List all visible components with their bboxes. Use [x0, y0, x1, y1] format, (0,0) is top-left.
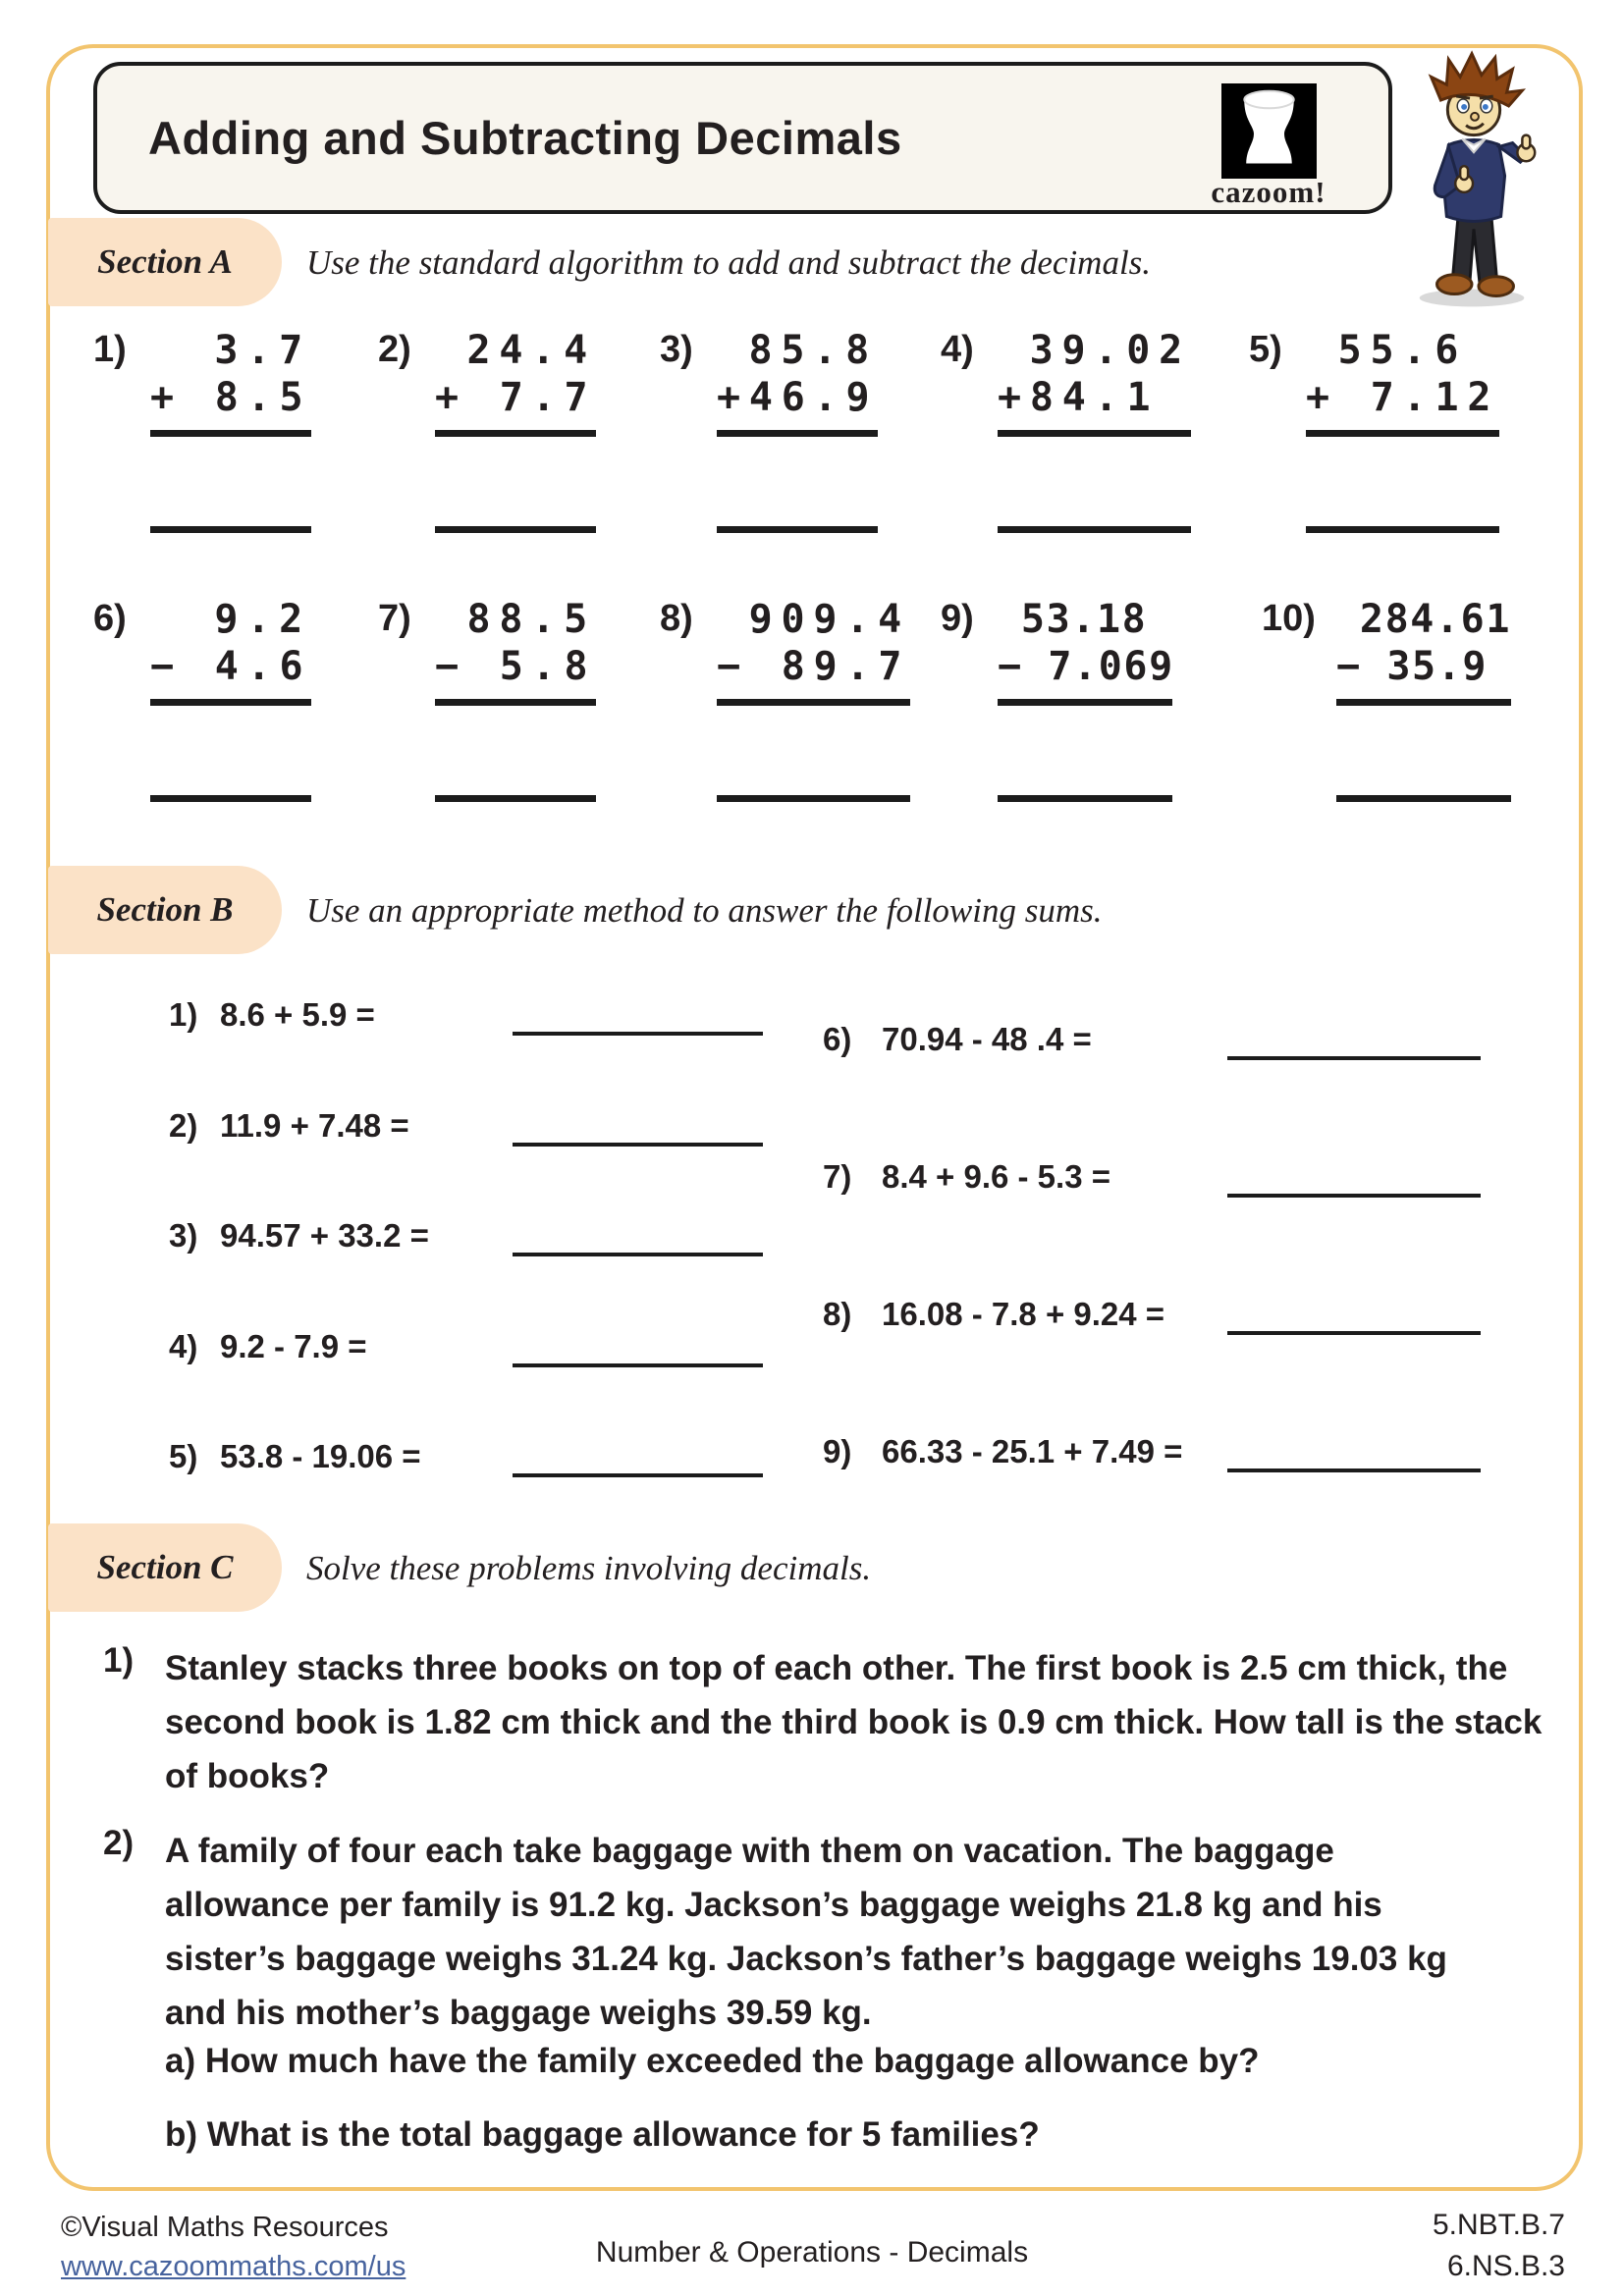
section-c-instruction: Solve these problems involving decimals.: [306, 1549, 872, 1587]
problem-b5-number: 5): [169, 1438, 198, 1474]
sum-line: [998, 430, 1191, 437]
sum-line: [150, 699, 311, 706]
expression: 16.08 - 7.8 + 9.24 =: [882, 1296, 1165, 1332]
answer-line: [1227, 1468, 1481, 1472]
sum-line: [435, 430, 596, 437]
problem-a4: [941, 327, 1191, 533]
mascot-boy-illustration: [1396, 49, 1551, 312]
answer-line: [513, 1363, 763, 1367]
minuend: 53.18: [1020, 597, 1172, 642]
addend-bottom: + 7.7: [435, 375, 597, 420]
problem-a1: [93, 327, 311, 533]
problem-c2-part-a: a) How much have the family exceeded the baggage allowance by?: [165, 2042, 1260, 2080]
problem-b7: [823, 1158, 1481, 1196]
expression: 8.6 + 5.9 =: [220, 996, 375, 1033]
addend-top: 85.8: [748, 328, 878, 373]
answer-line: [1227, 1056, 1481, 1060]
problem-a10-number: 10): [1262, 598, 1316, 639]
section-c-label-text: Section C: [96, 1548, 234, 1586]
problem-b5: [169, 1438, 763, 1475]
problem-b6: [823, 1021, 1481, 1058]
problem-c1-text: Stanley stacks three books on top of each other. The first book is 2.5 cm thick, the second book is 1.82 cm thick and the third book is 0.9 cm thick. How tall is the stack of books?: [165, 1649, 1543, 1795]
problem-a7: [378, 596, 596, 802]
answer-line: [513, 1473, 763, 1477]
answer-line: [150, 526, 311, 533]
answer-line: [1336, 795, 1511, 802]
section-a-instruction: Use the standard algorithm to add and subtract the decimals.: [306, 243, 1152, 282]
problem-a2: [378, 327, 596, 533]
problem-c2-text: A family of four each take baggage with them on vacation. The baggage allowance per family is 91.2 kg. Jackson’s baggage weighs 21.8 kg and his sister’s baggage weighs 31.24 kg. Jackson’s father’s baggage weighs 19.03 kg and his mother’s baggage weighs 39.59 kg.: [165, 1832, 1447, 2032]
footer-website-link[interactable]: www.cazoommaths.com/us: [61, 2251, 406, 2282]
problem-a1-number: 1): [93, 329, 127, 370]
subtrahend: − 89.7: [717, 644, 911, 689]
expression: 11.9 + 7.48 =: [220, 1107, 409, 1144]
sum-line: [435, 699, 596, 706]
problem-b8: [823, 1296, 1481, 1333]
answer-line: [435, 526, 596, 533]
section-b-label-text: Section B: [96, 890, 234, 929]
minuend: 88.5: [466, 597, 596, 642]
subtrahend: − 7.069: [998, 644, 1174, 689]
problem-a8-number: 8): [660, 598, 693, 639]
problem-b4-number: 4): [169, 1328, 198, 1364]
answer-line: [998, 526, 1191, 533]
subtrahend: − 4.6: [150, 644, 312, 689]
problem-b3: [169, 1217, 763, 1255]
problem-a2-number: 2): [378, 329, 411, 370]
section-a-label-text: Section A: [97, 242, 233, 281]
problem-b8-number: 8): [823, 1296, 852, 1332]
addend-bottom: + 7.12: [1306, 375, 1500, 420]
problem-a9: [941, 596, 1172, 802]
expression: 70.94 - 48 .4 =: [882, 1021, 1092, 1057]
problem-a3: [660, 327, 878, 533]
sum-line: [717, 699, 910, 706]
addend-top: 24.4: [466, 328, 596, 373]
footer-standard-1: 5.NBT.B.7: [1432, 2209, 1565, 2241]
answer-line: [998, 795, 1172, 802]
drum-icon: [1221, 83, 1317, 179]
problem-a5-number: 5): [1249, 329, 1282, 370]
addend-top: 39.02: [1029, 328, 1191, 373]
logo-wordmark: cazoom!: [1211, 175, 1326, 209]
section-a-label: [48, 218, 282, 306]
subtrahend: − 35.9: [1336, 644, 1513, 689]
cazoom-logo: [1190, 83, 1347, 210]
answer-line: [1306, 526, 1499, 533]
title-box: [93, 62, 1392, 214]
answer-line: [150, 795, 311, 802]
sum-line: [1336, 699, 1511, 706]
expression: 8.4 + 9.6 - 5.3 =: [882, 1158, 1110, 1195]
answer-line: [513, 1143, 763, 1147]
problem-c2-number: 2): [103, 1824, 135, 1862]
subtrahend: − 5.8: [435, 644, 597, 689]
problem-c1-number: 1): [103, 1641, 135, 1680]
page-title: Adding and Subtracting Decimals: [148, 112, 902, 164]
problem-b3-number: 3): [169, 1217, 198, 1254]
footer-copyright: ©Visual Maths Resources: [61, 2212, 389, 2243]
expression: 94.57 + 33.2 =: [220, 1217, 429, 1254]
addend-top: 55.6: [1337, 328, 1499, 373]
problem-a7-number: 7): [378, 598, 411, 639]
problem-a4-number: 4): [941, 329, 974, 370]
expression: 9.2 - 7.9 =: [220, 1328, 367, 1364]
problem-b9: [823, 1433, 1481, 1470]
sum-line: [998, 699, 1172, 706]
minuend: 9.2: [214, 597, 311, 642]
addend-bottom: +46.9: [717, 375, 879, 420]
answer-line: [513, 1032, 763, 1036]
problem-a5: [1249, 327, 1499, 533]
section-c-label: [48, 1523, 282, 1612]
problem-b9-number: 9): [823, 1433, 852, 1469]
problem-b6-number: 6): [823, 1021, 852, 1057]
problem-a6-number: 6): [93, 598, 127, 639]
answer-line: [435, 795, 596, 802]
footer-topic: Number & Operations - Decimals: [595, 2236, 1029, 2269]
footer-standard-2: 6.NS.B.3: [1446, 2250, 1565, 2282]
expression: 53.8 - 19.06 =: [220, 1438, 421, 1474]
problem-a8: [660, 596, 910, 802]
problem-b4: [169, 1328, 763, 1365]
addend-bottom: +84.1: [998, 375, 1192, 420]
problem-a6: [93, 596, 311, 802]
section-b-label: [48, 866, 282, 954]
problem-a10: [1262, 596, 1511, 802]
expression: 66.33 - 25.1 + 7.49 =: [882, 1433, 1183, 1469]
sum-line: [1306, 430, 1499, 437]
problem-a3-number: 3): [660, 329, 693, 370]
problem-b2-number: 2): [169, 1107, 198, 1144]
answer-line: [1227, 1331, 1481, 1335]
problem-a9-number: 9): [941, 598, 974, 639]
sum-line: [150, 430, 311, 437]
problem-b7-number: 7): [823, 1158, 852, 1195]
answer-line: [717, 526, 878, 533]
answer-line: [1227, 1194, 1481, 1198]
problem-c2-part-b: b) What is the total baggage allowance for 5 families?: [165, 2115, 1040, 2154]
problem-b1: [169, 996, 763, 1034]
problem-b1-number: 1): [169, 996, 198, 1033]
problem-b2: [169, 1107, 763, 1145]
addend-bottom: + 8.5: [150, 375, 312, 420]
addend-top: 3.7: [214, 328, 311, 373]
sum-line: [717, 430, 878, 437]
answer-line: [513, 1253, 763, 1256]
answer-line: [717, 795, 910, 802]
section-b-instruction: Use an appropriate method to answer the following sums.: [306, 891, 1103, 930]
minuend: 284.61: [1359, 597, 1511, 642]
minuend: 909.4: [748, 597, 910, 642]
